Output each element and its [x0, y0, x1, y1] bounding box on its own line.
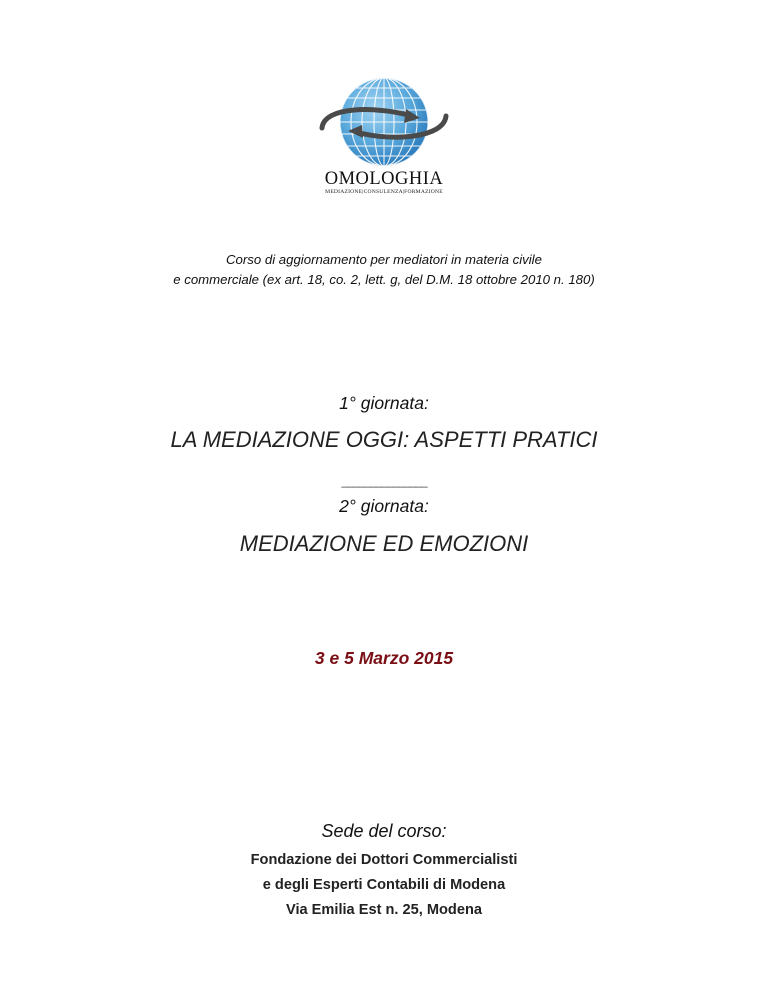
venue-line-1: Fondazione dei Dottori Commercialisti [250, 852, 518, 868]
venue-line-2: e degli Esperti Contabili di Modena [262, 877, 506, 893]
day1-title: LA MEDIAZIONE OGGI: ASPETTI PRATICI [170, 427, 598, 452]
venue-address: Via Emilia Est n. 25, Modena [285, 902, 482, 918]
separator-line: _______________ [341, 474, 427, 488]
course-date: 3 e 5 Marzo 2015 [314, 648, 454, 668]
day1-label: 1° giornata: [339, 393, 429, 413]
day2-title: MEDIAZIONE ED EMOZIONI [239, 531, 529, 556]
omologhia-logo [296, 76, 472, 200]
course-description-line-2: e commerciale (ex art. 18, co. 2, lett. g, del D.M. 18 ottobre 2010 n. 180) [173, 272, 595, 287]
globe-icon [316, 76, 452, 170]
logo-tagline: MEDIAZIONE|CONSULENZA|FORMAZIONE [325, 189, 443, 195]
day2-label: 2° giornata: [339, 496, 429, 516]
logo-wordmark: OMOLOGHIA [324, 169, 444, 189]
course-description-line-1: Corso di aggiornamento per mediatori in materia civile [226, 252, 542, 267]
venue-label: Sede del corso: [321, 821, 447, 841]
